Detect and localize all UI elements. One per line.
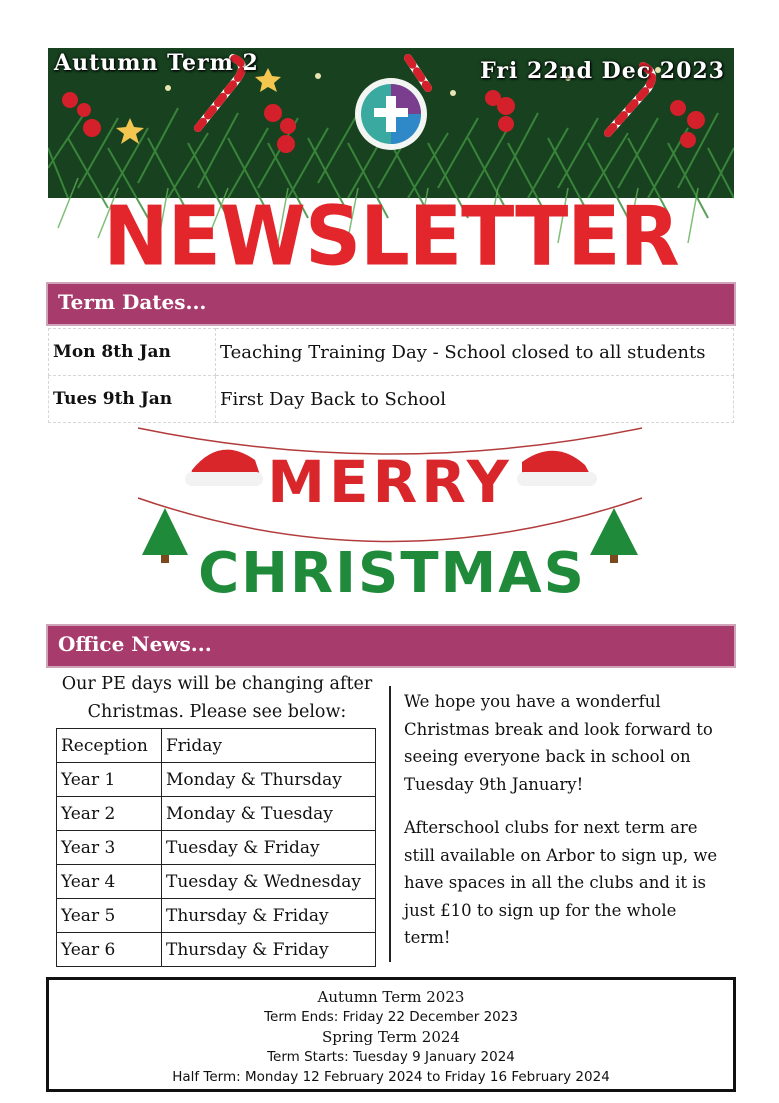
year-cell: Reception	[57, 729, 162, 763]
table-row	[57, 797, 376, 831]
event-cell: First Day Back to School	[216, 376, 734, 423]
days-cell: Tuesday & Wednesday	[162, 865, 376, 899]
school-crest-icon	[355, 78, 427, 150]
days-cell: Thursday & Friday	[162, 933, 376, 967]
table-row	[57, 865, 376, 899]
afterschool-clubs-message: Afterschool clubs for next term are still available on Arbor to sign up, we have spaces in all the clubs and it is just £10 to sign up for the whole term!	[404, 818, 718, 947]
term-dates-table	[48, 328, 734, 423]
term-dates-header	[46, 282, 736, 326]
term-label: Autumn Term 2	[54, 50, 259, 76]
autumn-term-ends: Term Ends: Friday 22 December 2023	[264, 1009, 518, 1025]
pe-intro-text: Our PE days will be changing after Christmas. Please see below:	[61, 674, 373, 722]
year-cell: Year 4	[57, 865, 162, 899]
term-summary-box	[46, 977, 736, 1092]
christmas-tree-icon	[142, 508, 188, 563]
table-row	[57, 899, 376, 933]
date-cell: Tues 9th Jan	[49, 376, 216, 423]
days-cell: Monday & Thursday	[162, 763, 376, 797]
office-news-heading: Office News...	[58, 632, 212, 656]
table-row	[49, 376, 734, 423]
table-row	[57, 933, 376, 967]
table-row	[57, 729, 376, 763]
table-row	[57, 763, 376, 797]
holiday-message: We hope you have a wonderful Christmas break and look forward to seeing everyone back in school on Tuesday 9th January!	[404, 692, 713, 794]
spring-term-title: Spring Term 2024	[322, 1028, 460, 1046]
pe-days-table	[56, 728, 376, 967]
year-cell: Year 5	[57, 899, 162, 933]
spring-term-starts: Term Starts: Tuesday 9 January 2024	[267, 1049, 515, 1065]
days-cell: Friday	[162, 729, 376, 763]
newsletter-title: NEWSLETTER	[103, 189, 679, 280]
year-cell: Year 1	[57, 763, 162, 797]
office-news-messages	[404, 688, 724, 968]
year-cell: Year 3	[57, 831, 162, 865]
days-cell: Tuesday & Friday	[162, 831, 376, 865]
santa-hat-icon	[517, 451, 597, 486]
christmas-tree-icon	[590, 508, 638, 563]
garland-line2: CHRISTMAS	[198, 541, 586, 606]
half-term-dates: Half Term: Monday 12 February 2024 to Friday 16 February 2024	[172, 1069, 610, 1085]
table-row	[57, 831, 376, 865]
santa-hat-icon	[185, 450, 263, 486]
days-cell: Monday & Tuesday	[162, 797, 376, 831]
autumn-term-title: Autumn Term 2023	[317, 988, 465, 1006]
date-cell: Mon 8th Jan	[49, 329, 216, 376]
merry-christmas-garland	[130, 420, 650, 620]
issue-date: Fri 22nd Dec 2023	[480, 58, 725, 84]
term-dates-heading: Term Dates...	[58, 290, 207, 314]
year-cell: Year 6	[57, 933, 162, 967]
year-cell: Year 2	[57, 797, 162, 831]
days-cell: Thursday & Friday	[162, 899, 376, 933]
column-divider	[389, 686, 391, 962]
garland-line1: MERRY	[267, 448, 513, 516]
event-cell: Teaching Training Day - School closed to all students	[216, 329, 734, 376]
office-news-header	[46, 624, 736, 668]
table-row	[49, 329, 734, 376]
